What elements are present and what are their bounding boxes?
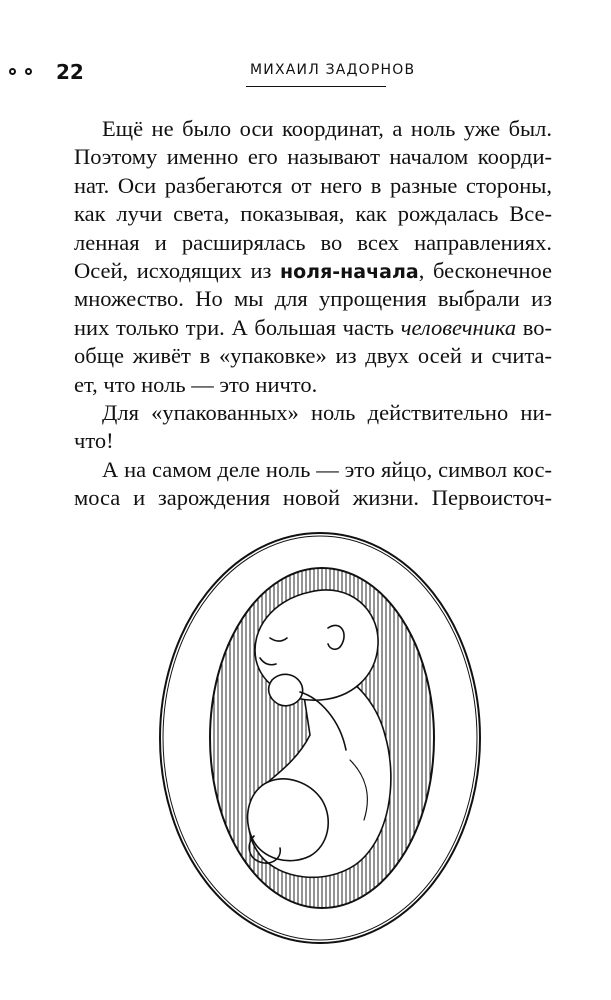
fetus-icon [248, 590, 391, 877]
text-run: во- [516, 314, 552, 340]
text-run: них только три. А большая часть [74, 314, 401, 340]
header-rule [246, 86, 386, 87]
text-line: моса и зарождения новой жизни. Первоисточ- [74, 485, 552, 511]
text-line: А на самом деле ноль — это яйцо, символ кос- [102, 456, 552, 482]
text-line: как лучи света, показывая, как рождалась Все- [74, 201, 552, 227]
running-head-author: МИХАИЛ ЗАДОРНОВ [250, 62, 416, 78]
page-header [0, 0, 611, 100]
text-line: обще живёт в «упаковке» из двух осей и счита- [74, 343, 552, 369]
page-number: 22 [56, 60, 84, 84]
text-run: , бесконечное [418, 257, 553, 283]
text-line: ет, что ноль — это ничто. [74, 371, 318, 397]
italic-term: человечника [400, 314, 517, 340]
ornament-dots [9, 68, 32, 75]
text-line: Поэтому именно его называют началом коорди- [74, 144, 552, 170]
text-run: Осей, исходящих из [74, 257, 280, 283]
text-line [74, 257, 552, 285]
text-line: Для «упакованных» ноль действительно ни- [102, 399, 552, 425]
body-text [74, 115, 552, 512]
dot-icon [25, 68, 32, 75]
text-line: множество. Но мы для упрощения выбрали из [74, 286, 552, 312]
text-line: нат. Оси разбегаются от него в разные стороны, [74, 172, 552, 198]
text-line: Ещё не было оси координат, а ноль уже был. [102, 116, 552, 141]
text-line: что! [74, 428, 114, 454]
text-line: ленная и расширялась во всех направлениях. [74, 229, 552, 255]
dot-icon [9, 68, 16, 75]
egg-fetus-illustration [150, 520, 490, 960]
bold-term: ноля-начала [280, 260, 419, 283]
text-line [74, 314, 552, 342]
